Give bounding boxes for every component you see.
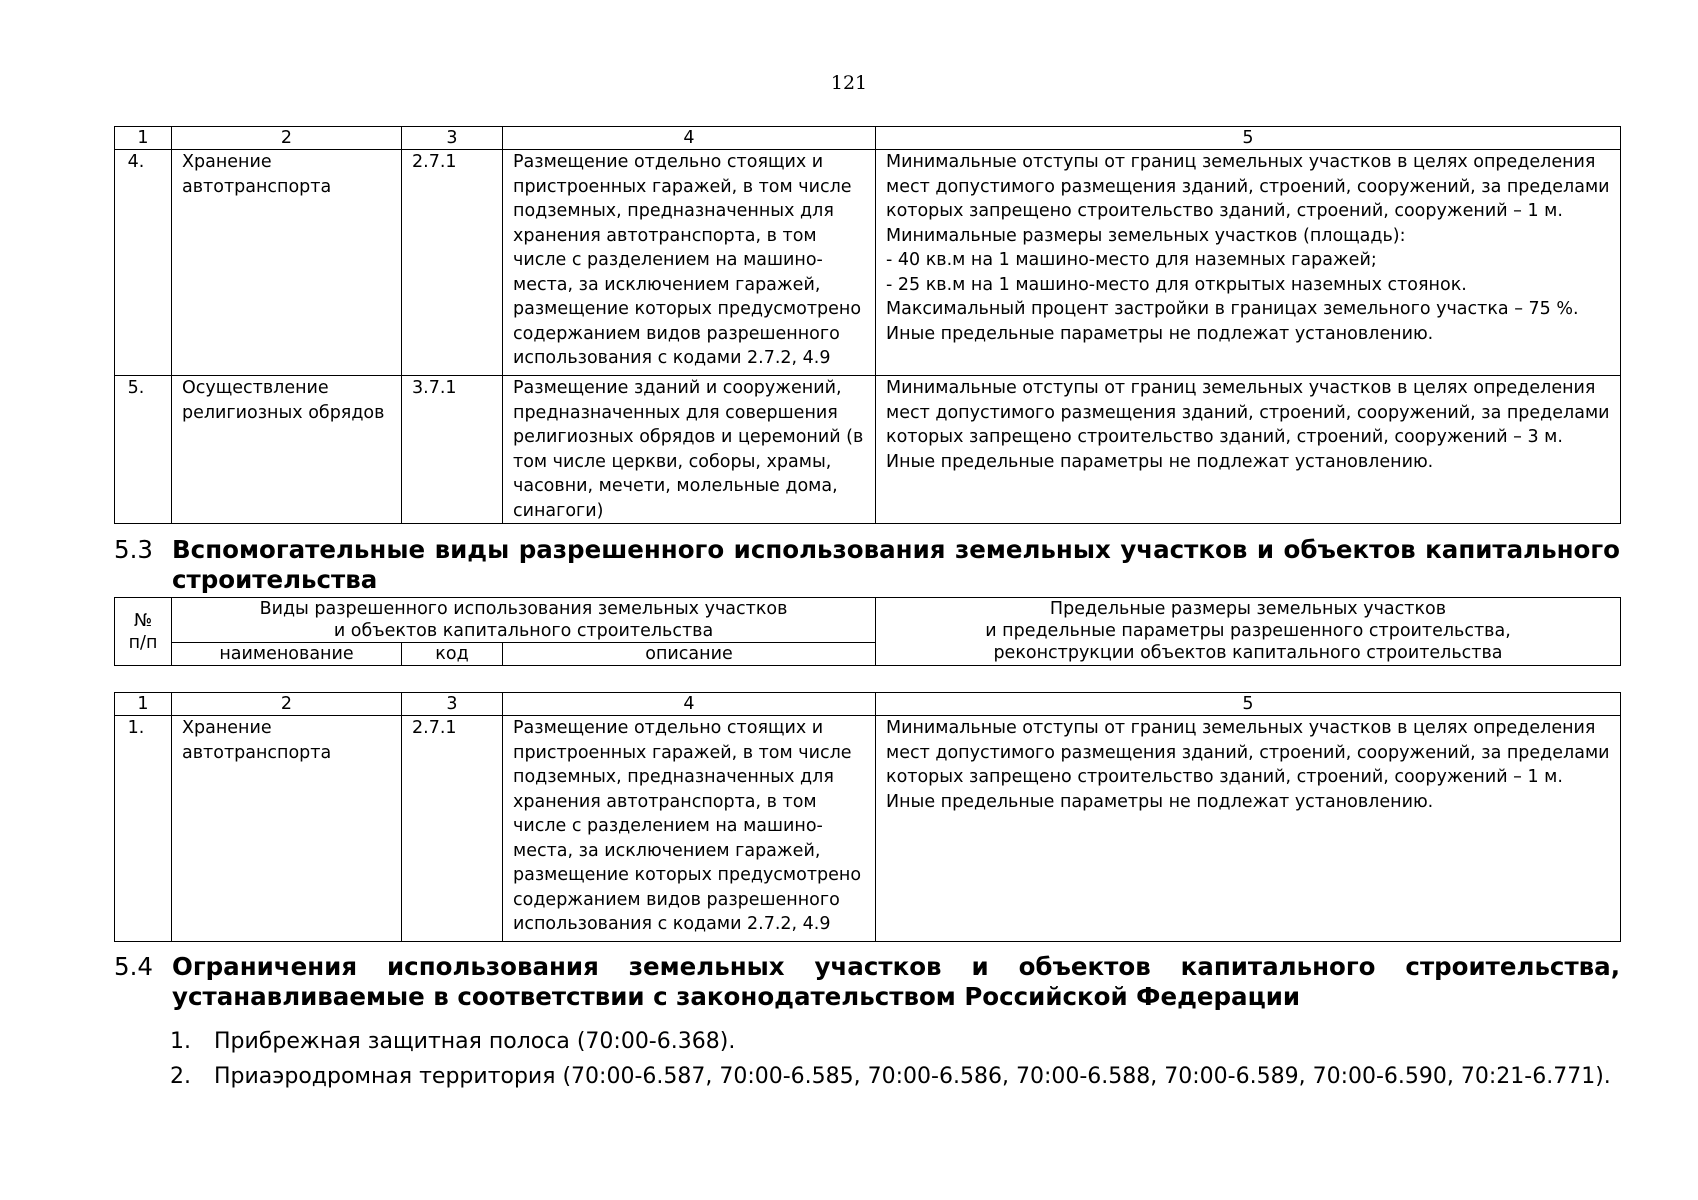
restrictions-list xyxy=(170,1024,1620,1094)
use-parameters: Минимальные отступы от границ земельных участков в целях определения мест допустимого размещения зданий, строений, сооружений, за пределами которых запрещено строительство зданий, строений, сооружений – 1 м. Иные предельные параметры не подлежат установлению. xyxy=(876,716,1621,942)
use-description: Размещение отдельно стоящих и пристроенных гаражей, в том числе подземных, предназначенных для хранения автотранспорта, в том числе с разделением на машино-места, за исключением гаражей, размещение которых предусмотрено содержанием видов разрешенного использования с кодами 2.7.2, 4.9 xyxy=(503,716,876,942)
use-description: Размещение отдельно стоящих и пристроенных гаражей, в том числе подземных, предназначенных для хранения автотранспорта, в том числе с разделением на машино-места, за исключением гаражей, размещение которых предусмотрено содержанием видов разрешенного использования с кодами 2.7.2, 4.9 xyxy=(503,150,876,376)
section-5-4-heading xyxy=(114,952,1620,1012)
table-row xyxy=(115,376,1621,524)
permitted-uses-table-continued xyxy=(114,126,1621,524)
column-number: 5 xyxy=(876,693,1621,716)
use-parameters: Минимальные отступы от границ земельных участков в целях определения мест допустимого размещения зданий, строений, сооружений, за пределами которых запрещено строительство зданий, строений, сооружений – 3 м. Иные предельные параметры не подлежат установлению. xyxy=(876,376,1621,524)
use-name: Осуществление религиозных обрядов xyxy=(172,376,402,524)
code-header: код xyxy=(402,643,503,666)
table-row xyxy=(115,150,1621,376)
list-item-number: 2. xyxy=(170,1064,191,1089)
section-title: Ограничения использования земельных участков и объектов капитального строительства, устанавливаемые в соответствии с законодательством Российской Федерации xyxy=(172,952,1620,1011)
number-header: № п/п xyxy=(115,598,172,666)
section-number: 5.4 xyxy=(114,952,153,981)
use-types-header: Виды разрешенного использования земельных участков и объектов капитального строительства xyxy=(172,598,876,643)
use-parameters: Минимальные отступы от границ земельных участков в целях определения мест допустимого размещения зданий, строений, сооружений, за пределами которых запрещено строительство зданий, строений, сооружений – 1 м. Минимальные размеры земельных участков (площадь): - 40 кв.м на 1 машино-место для наземных гаражей; - 25 кв.м на 1 машино-место для открытых наземных стоянок. Максимальный процент застройки в границах земельного участка – 75 %. Иные предельные параметры не подлежат установлению. xyxy=(876,150,1621,376)
list-item xyxy=(170,1059,1620,1094)
column-number: 4 xyxy=(503,127,876,150)
list-item-text: Прибрежная защитная полоса (70:00-6.368). xyxy=(214,1029,736,1054)
column-numbers-row xyxy=(115,127,1621,150)
column-number: 3 xyxy=(402,693,503,716)
use-description: Размещение зданий и сооружений, предназначенных для совершения религиозных обрядов и церемоний (в том числе церкви, соборы, храмы, часовни, мечети, молельные дома, синагоги) xyxy=(503,376,876,524)
description-header: описание xyxy=(503,643,876,666)
column-number: 1 xyxy=(115,693,172,716)
list-item-text: Приаэродромная территория (70:00-6.587, 70:00-6.585, 70:00-6.586, 70:00-6.588, 70:00-6.589, 70:00-6.590, 70:21-6.771). xyxy=(214,1064,1611,1089)
section-5-3-heading xyxy=(114,535,1620,595)
column-number: 3 xyxy=(402,127,503,150)
row-number: 5. xyxy=(115,376,172,524)
page-number: 121 xyxy=(830,72,868,94)
list-item-number: 1. xyxy=(170,1029,191,1054)
section-number: 5.3 xyxy=(114,535,153,564)
name-header: наименование xyxy=(172,643,402,666)
use-name: Хранение автотранспорта xyxy=(172,150,402,376)
column-header-table xyxy=(114,597,1621,666)
row-number: 1. xyxy=(115,716,172,942)
use-name: Хранение автотранспорта xyxy=(172,716,402,942)
column-number: 2 xyxy=(172,127,402,150)
use-code: 2.7.1 xyxy=(402,150,503,376)
column-number: 1 xyxy=(115,127,172,150)
use-code: 2.7.1 xyxy=(402,716,503,942)
section-title: Вспомогательные виды разрешенного использования земельных участков и объектов капитального строительства xyxy=(172,535,1620,594)
column-number: 2 xyxy=(172,693,402,716)
use-code: 3.7.1 xyxy=(402,376,503,524)
limits-header: Предельные размеры земельных участков и предельные параметры разрешенного строительства, реконструкции объектов капитального строительства xyxy=(876,598,1621,666)
list-item xyxy=(170,1024,1620,1059)
column-number: 5 xyxy=(876,127,1621,150)
table-row xyxy=(115,716,1621,942)
column-number: 4 xyxy=(503,693,876,716)
column-numbers-row xyxy=(115,693,1621,716)
row-number: 4. xyxy=(115,150,172,376)
auxiliary-uses-table xyxy=(114,692,1621,942)
